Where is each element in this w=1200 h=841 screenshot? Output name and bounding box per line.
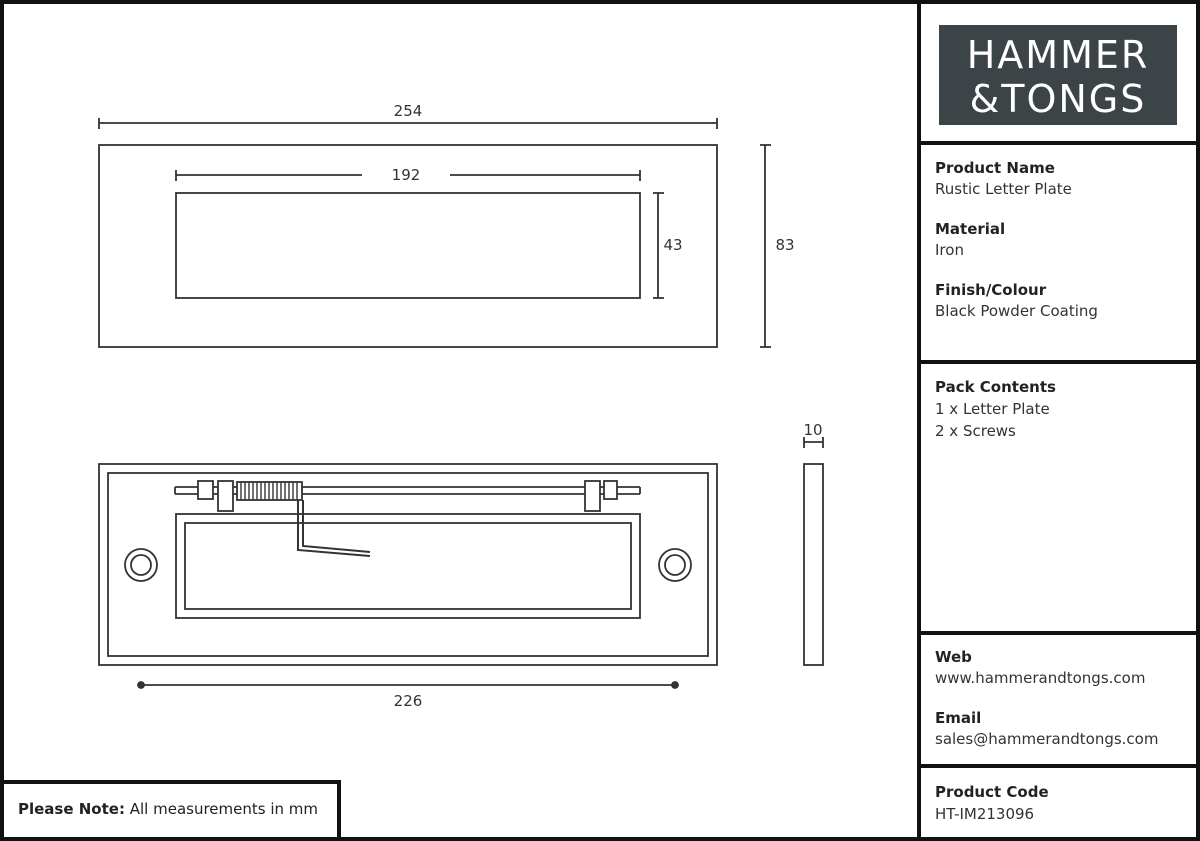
pack-contents-label: Pack Contents xyxy=(935,378,1056,396)
material-value: Iron xyxy=(935,241,964,259)
dim-label-254: 254 xyxy=(393,102,423,120)
side-profile xyxy=(804,464,823,665)
dim-label-192: 192 xyxy=(391,166,421,184)
dim-label-83: 83 xyxy=(775,236,795,254)
spring-arm xyxy=(298,500,370,556)
product-code xyxy=(935,782,1049,825)
email-value: sales@hammerandtongs.com xyxy=(935,730,1159,748)
measurement-note xyxy=(18,800,318,818)
hinge-block-left-1 xyxy=(198,481,213,499)
fixing-hole-left xyxy=(125,549,157,581)
note-text: All measurements in mm xyxy=(129,800,319,818)
dim-label-10: 10 xyxy=(803,421,823,439)
product-name-value: Rustic Letter Plate xyxy=(935,180,1072,198)
web-value: www.hammerandtongs.com xyxy=(935,669,1146,687)
dim-label-226: 226 xyxy=(393,692,423,710)
side-view xyxy=(804,437,823,665)
finish-label: Finish/Colour xyxy=(935,281,1047,299)
brand-logo xyxy=(939,25,1177,125)
rear-plate-inner xyxy=(108,473,708,656)
rear-view xyxy=(99,464,717,688)
finish-value: Black Powder Coating xyxy=(935,302,1098,320)
pack-item: 2 x Screws xyxy=(935,422,1016,440)
hinge-block-left-2 xyxy=(218,481,233,511)
note-label: Please Note: xyxy=(18,800,125,818)
pack-contents xyxy=(935,377,1056,442)
hinge-block-right-1 xyxy=(585,481,600,511)
logo-line-1: HAMMER xyxy=(966,33,1150,77)
product-code-value: HT-IM213096 xyxy=(935,805,1035,823)
material-label: Material xyxy=(935,220,1006,238)
dim-label-43: 43 xyxy=(663,236,683,254)
fixing-hole-right xyxy=(659,549,691,581)
product-details xyxy=(935,158,1098,341)
email-label: Email xyxy=(935,709,982,727)
logo-line-2: &TONGS xyxy=(969,77,1147,121)
front-slot-outline xyxy=(176,193,640,298)
product-name-label: Product Name xyxy=(935,159,1055,177)
pack-item: 1 x Letter Plate xyxy=(935,400,1050,418)
flap-outer xyxy=(176,514,640,618)
hinge-block-right-2 xyxy=(604,481,617,499)
contact-details xyxy=(935,647,1158,769)
web-label: Web xyxy=(935,648,972,666)
flap-inner xyxy=(185,523,631,609)
product-code-label: Product Code xyxy=(935,783,1049,801)
front-view xyxy=(99,118,771,347)
